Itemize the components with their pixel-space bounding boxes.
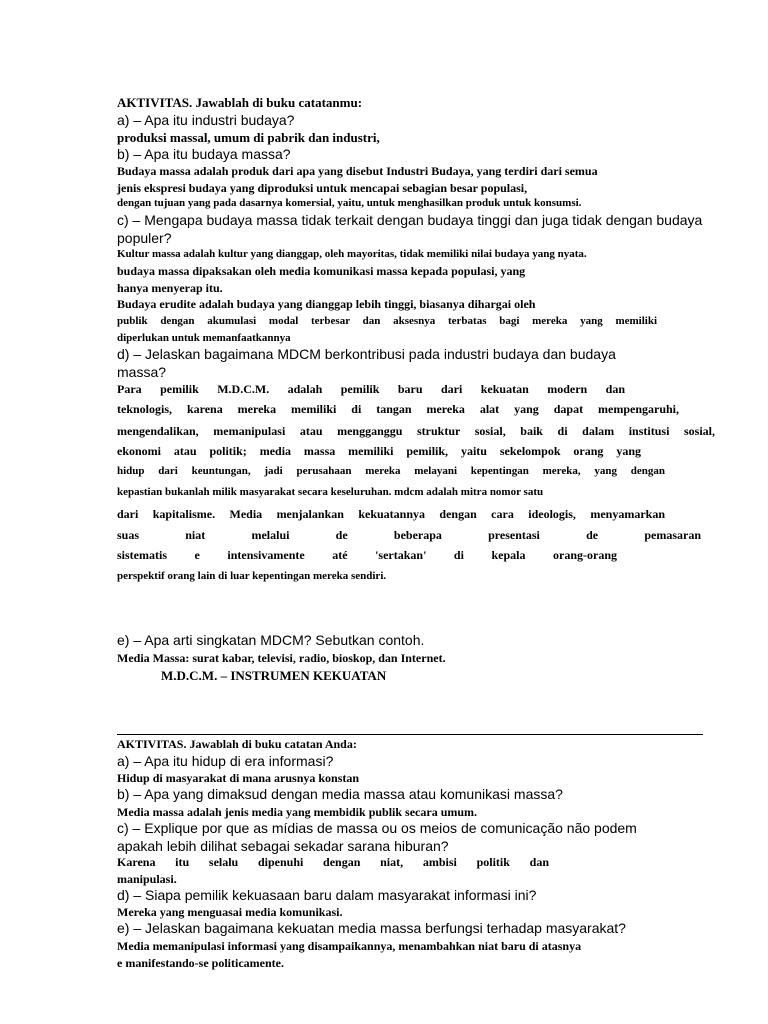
section1-question-e: e) – Apa arti singkatan MDCM? Sebutkan contoh.	[117, 632, 425, 648]
section2-question-e: e) – Jelaskan bagaimana kekuatan media massa berfungsi terhadap masyarakat?	[117, 920, 626, 936]
section1-answer-c-line1: Kultur massa adalah kultur yang dianggap, oleh mayoritas, tidak memiliki nilai budaya yang nyata.	[117, 248, 587, 260]
section1-question-d-line1: d) – Jelaskan bagaimana MDCM berkontribusi pada industri budaya dan budaya	[117, 346, 616, 362]
section2-answer-c-line2: manipulasi.	[117, 872, 177, 886]
section2-heading: AKTIVITAS. Jawablah di buku catatan Anda:	[117, 737, 357, 751]
section1-answer-b-line2: jenis ekspresi budaya yang diproduksi untuk mencapai sebagian besar populasi,	[117, 181, 528, 195]
section1-answer-d-line3: mengendalikan, memanipulasi atau mengganggu struktur sosial, baik di dalam institusi sosial,	[117, 424, 715, 438]
section1-answer-c-line3: hanya menyerap itu.	[117, 281, 223, 295]
section2-question-d: d) – Siapa pemilik kekuasaan baru dalam masyarakat informasi ini?	[117, 887, 537, 903]
section1-question-c-line1: c) – Mengapa budaya massa tidak terkait dengan budaya tinggi dan juga tidak dengan budaya	[117, 212, 703, 228]
section1-answer-d-line9: sistematis e intensivamente até 'sertakan' di kepala orang-orang	[117, 548, 617, 562]
section1-answer-a: produksi massal, umum di pabrik dan industri,	[117, 130, 380, 145]
section1-answer-e: Media Massa: surat kabar, televisi, radio, bioskop, dan Internet.	[117, 651, 446, 665]
section1-answer-d-line10: perspektif orang lain di luar kepentingan mereka sendiri.	[117, 570, 387, 582]
section2-answer-a: Hidup di masyarakat di mana arusnya konstan	[117, 771, 360, 785]
section1-answer-c-line5: publik dengan akumulasi modal terbesar dan aksesnya terbatas bagi mereka yang memiliki	[117, 315, 657, 327]
section-divider	[117, 734, 703, 735]
section2-question-b: b) – Apa yang dimaksud dengan media massa atau komunikasi massa?	[117, 786, 563, 802]
section2-question-a: a) – Apa itu hidup di era informasi?	[117, 753, 334, 769]
section1-answer-d-line4: ekonomi atau politik; media massa memiliki pemilik, yaitu sekelompok orang yang	[117, 444, 641, 458]
section1-answer-d-line6: kepastian bukanlah milik masyarakat secara keseluruhan. mdcm adalah mitra nomor satu	[117, 486, 544, 498]
section1-answer-d-line1: Para pemilik M.D.C.M. adalah pemilik baru dari kekuatan modern dan	[117, 382, 625, 396]
section2-answer-d: Mereka yang menguasai media komunikasi.	[117, 905, 343, 919]
section2-question-c-line1: c) – Explique por que as mídias de massa ou os meios de comunicação não podem	[117, 820, 637, 836]
section1-answer-b-line1: Budaya massa adalah produk dari apa yang disebut Industri Budaya, yang terdiri dari semua	[117, 164, 598, 178]
section1-answer-c-line4: Budaya erudite adalah budaya yang dianggap lebih tinggi, biasanya dihargai oleh	[117, 297, 536, 311]
section1-answer-d-line8: suas niat melalui de beberapa presentasi de pemasaran	[117, 528, 701, 542]
section1-question-c-line2: populer?	[117, 230, 172, 246]
section1-answer-b-line3: dengan tujuan yang pada dasarnya komersial, yaitu, untuk menghasilkan produk untuk konsumsi.	[117, 197, 582, 209]
section1-answer-d-line5: hidup dari keuntungan, jadi perusahaan mereka melayani kepentingan mereka, yang dengan	[117, 465, 665, 477]
section2-answer-c-line1: Karena itu selalu dipenuhi dengan niat, ambisi politik dan	[117, 855, 549, 869]
section2-answer-e-line2: e manifestando-se politicamente.	[117, 956, 284, 970]
section1-question-b: b) – Apa itu budaya massa?	[117, 146, 291, 162]
section1-heading: AKTIVITAS. Jawablah di buku catatanmu:	[117, 95, 363, 110]
section1-caption: M.D.C.M. – INSTRUMEN KEKUATAN	[161, 668, 387, 683]
section1-answer-c-line6: diperlukan untuk memanfaatkannya	[117, 332, 291, 344]
section1-answer-d-line2: teknologis, karena mereka memiliki di tangan mereka alat yang dapat mempengaruhi,	[117, 402, 679, 416]
section2-answer-e-line1: Media memanipulasi informasi yang disampaikannya, menambahkan niat baru di atasnya	[117, 939, 582, 953]
section2-question-c-line2: apakah lebih dilihat sebagai sekadar sarana hiburan?	[117, 838, 449, 854]
section1-question-d-line2: massa?	[117, 364, 167, 380]
section1-answer-c-line2: budaya massa dipaksakan oleh media komunikasi massa kepada populasi, yang	[117, 264, 526, 278]
section1-question-a: a) – Apa itu industri budaya?	[117, 112, 295, 128]
section2-answer-b: Media massa adalah jenis media yang membidik publik secara umum.	[117, 805, 478, 819]
section1-answer-d-line7: dari kapitalisme. Media menjalankan kekuatannya dengan cara ideologis, menyamarkan	[117, 507, 665, 521]
